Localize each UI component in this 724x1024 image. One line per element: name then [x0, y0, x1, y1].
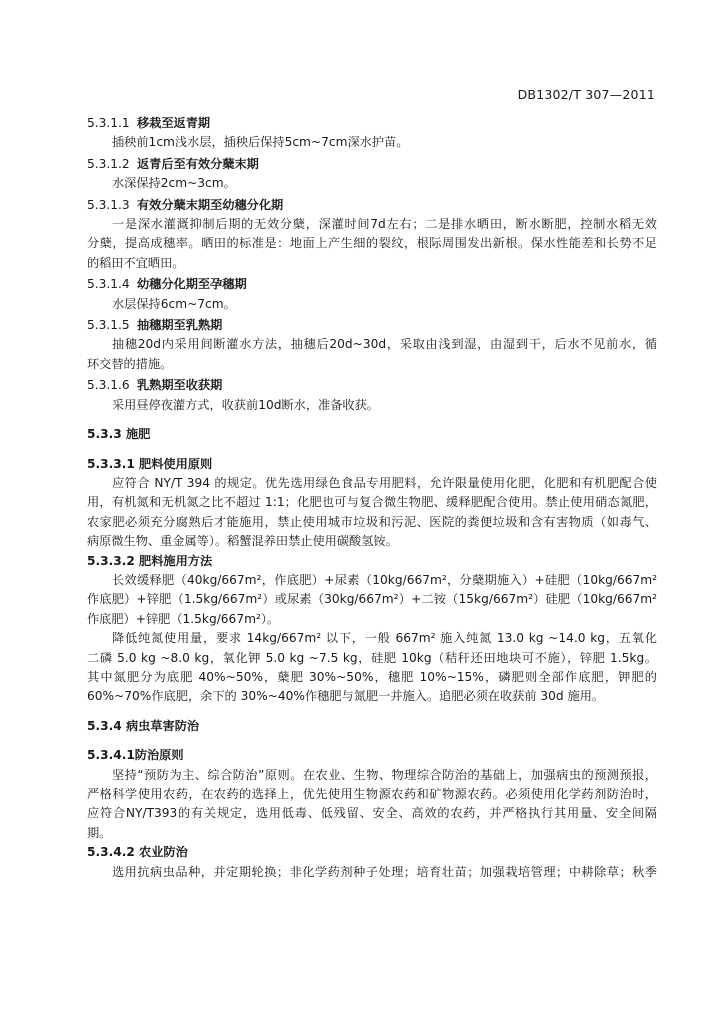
section-title: 返青后至有效分蘖末期 — [137, 156, 259, 171]
paragraph-line: 坚持“预防为主、综合防治”原则。在农业、生物、物理综合防治的基础上，加强病虫的预测预报， — [112, 767, 657, 782]
paragraph-line: 二磷 5.0 kg ~8.0 kg，氧化钾 5.0 kg ~7.5 kg，硅肥 10kg（秸秆还田地块可不施），锌肥 1.5kg。 — [87, 650, 657, 665]
section-heading — [87, 275, 657, 294]
section-title: 乳熟期至收获期 — [137, 378, 223, 393]
paragraph-line: 选用抗病虫品种，并定期轮换；非化学药剂种子处理；培育壮苗；加强栽培管理；中耕除草；秋季 — [112, 864, 657, 879]
paragraph-line: 应符合NY/T393的有关规定，选用低毒、低残留、安全、高效的农药，并严格执行其用量、安全间隔 — [87, 806, 657, 821]
paragraph-line: 插秧前1cm浅水层，插秧后保持5cm~7cm深水护苗。 — [112, 135, 409, 150]
section-heading: 5.3.4.2 农业防治 — [87, 845, 188, 860]
paragraph-line: 长效缓释肥（40kg/667m²，作底肥）+尿素（10kg/667m²，分蘖期施入）+硅肥（10kg/667m² — [112, 572, 657, 587]
paragraph-line: 水层保持6cm~7cm。 — [112, 296, 236, 311]
paragraph-line: 采用昼停夜灌方式，收获前10d断水，准备收获。 — [112, 397, 379, 412]
paragraph-line: 分蘖，提高成穗率。晒田的标准是：地面上产生细的裂纹，根际周围发出新根。保水性能差和长势不足 — [87, 236, 657, 251]
section-heading: 5.3.3.2 肥料施用方法 — [87, 553, 213, 568]
section-heading — [87, 376, 657, 395]
paragraph-line: 60%~70%作底肥，余下的 30%~40%作穗肥与氮肥一并施入。追肥必须在收获前 30d 施用。 — [87, 689, 605, 704]
section-heading: 5.3.3.1 肥料使用原则 — [87, 456, 213, 471]
document-code: DB1302/T 307—2011 — [517, 87, 655, 102]
paragraph-line: 环交替的措施。 — [87, 356, 173, 371]
section-heading: 5.3.4.1防治原则 — [87, 748, 184, 763]
paragraph-line: 严格科学使用农药，在农药的选择上，优先使用生物源农药和矿物源农药。必须使用化学药剂防治时， — [87, 787, 657, 801]
section-number: 5.3.1.4 — [87, 277, 130, 292]
paragraph-line: 作底肥）+锌肥（1.5kg/667m²）。 — [87, 611, 280, 626]
paragraph-line: 作底肥）+锌肥（1.5kg/667m²）或尿素（30kg/667m²）+二铵（15kg/667m²）硅肥（10kg/667m² — [87, 592, 657, 607]
section-number: 5.3.1.5 — [87, 318, 130, 333]
paragraph-line: 用，有机氮和无机氮之比不超过 1:1；化肥也可与复合微生物肥、缓释肥配合使用。禁止使用硝态氮肥， — [87, 495, 657, 510]
paragraph-line: 农家肥必须充分腐熟后才能施用，禁止使用城市垃圾和污泥、医院的粪便垃圾和含有害物质（如毒气、 — [87, 514, 657, 529]
section-title: 移栽至返青期 — [137, 116, 211, 130]
section-heading: 5.3.3 施肥 — [87, 427, 151, 442]
section-number: 5.3.1.6 — [87, 378, 130, 393]
paragraph-line: 其中氮肥分为底肥 40%~50%，蘖肥 30%~50%，穗肥 10%~15%，磷肥则全部作底肥，钾肥的 — [87, 669, 657, 684]
section-number: 5.3.1.3 — [87, 197, 130, 212]
paragraph-line: 的稻田不宜晒田。 — [87, 255, 185, 270]
section-title: 有效分蘖末期至幼穗分化期 — [137, 197, 284, 212]
section-number: 5.3.1.1 — [87, 116, 130, 130]
paragraph-line: 降低纯氮使用量，要求 14kg/667m² 以下，一般 667m² 施入纯氮 13.0 kg ~14.0 kg，五氧化 — [112, 631, 657, 646]
section-heading — [87, 316, 657, 335]
paragraph-line: 应符合 NY/T 394 的规定。优先选用绿色食品专用肥料，允许限量使用化肥，化肥和有机肥配合使 — [112, 475, 657, 490]
paragraph-line: 抽穗20d内采用间断灌水方法，抽穗后20d~30d，采取由浅到湿，由湿到干，后水不见前水，循 — [112, 337, 657, 352]
document-body — [87, 112, 657, 882]
section-heading: 5.3.4 病虫草害防治 — [87, 718, 200, 733]
section-heading — [87, 114, 657, 133]
section-title: 抽穗期至乳熟期 — [137, 318, 223, 333]
section-heading — [87, 155, 657, 174]
paragraph-line: 期。 — [87, 825, 112, 840]
section-number: 5.3.1.2 — [87, 156, 130, 171]
section-heading — [87, 196, 657, 215]
paragraph-line: 水深保持2cm~3cm。 — [112, 176, 236, 191]
paragraph-line: 病原微生物、重金属等）。稻蟹混养田禁止使用碳酸氢铵。 — [87, 534, 398, 549]
section-title: 幼穗分化期至孕穗期 — [137, 277, 247, 292]
paragraph-line: 一是深水灌溉抑制后期的无效分蘖，深灌时间7d左右；二是排水晒田，断水断肥，控制水稻无效 — [112, 217, 657, 232]
